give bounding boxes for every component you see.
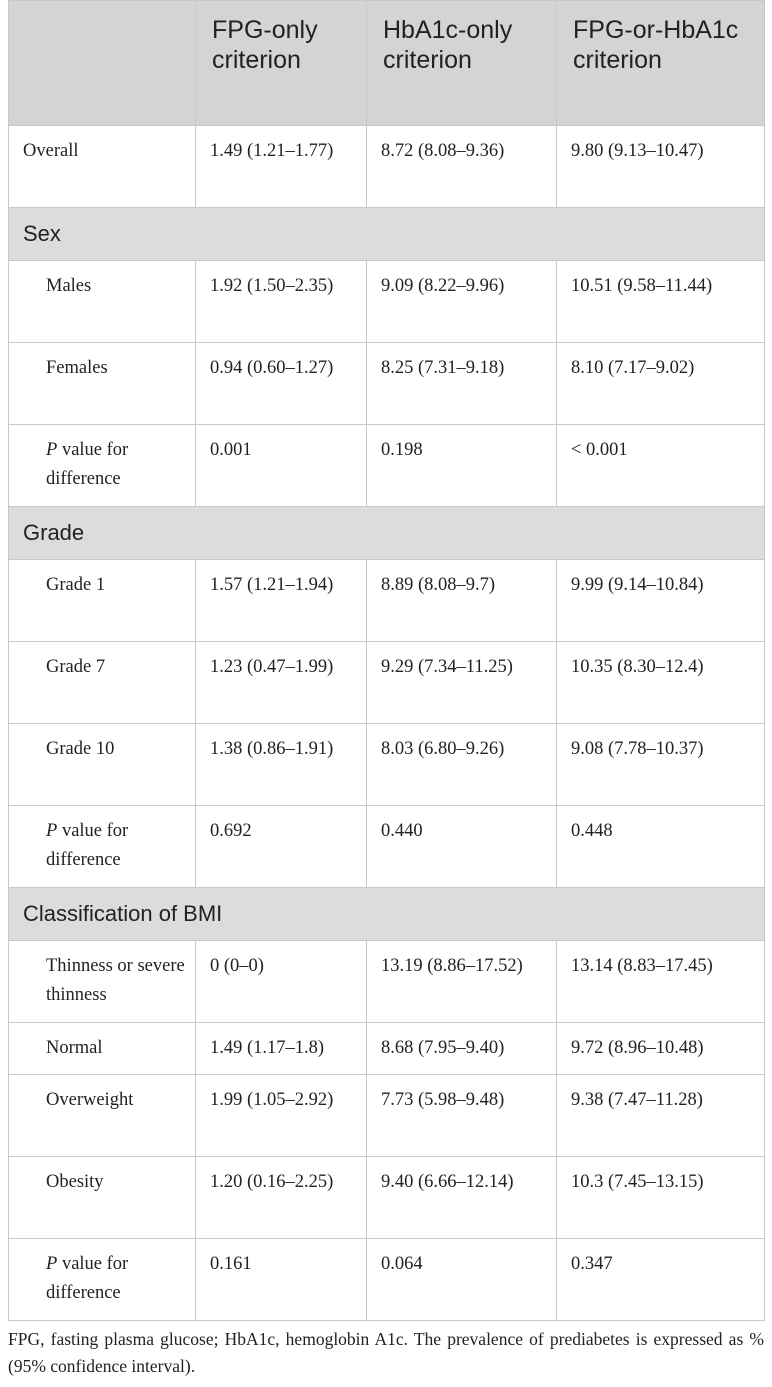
cell-fpg: 1.99 (1.05–2.92): [196, 1075, 367, 1157]
cell-fpg: 1.57 (1.21–1.94): [196, 560, 367, 642]
table-row: [9, 1157, 765, 1239]
section-header-row: [9, 208, 765, 261]
cell-hba1c: 9.09 (8.22–9.96): [367, 261, 557, 343]
p-symbol: P: [46, 821, 58, 841]
row-label: Overweight: [9, 1075, 196, 1157]
cell-fpg: 1.92 (1.50–2.35): [196, 261, 367, 343]
cell-hba1c: 8.03 (6.80–9.26): [367, 724, 557, 806]
cell-hba1c: 8.72 (8.08–9.36): [367, 126, 557, 208]
row-label-p-value: [9, 806, 196, 888]
table-row: [9, 126, 765, 208]
header-fpg-only: FPG-only criterion: [196, 1, 367, 126]
row-label: Overall: [9, 126, 196, 208]
cell-either: 9.72 (8.96–10.48): [557, 1023, 765, 1075]
p-label-text: value for difference: [46, 1254, 129, 1303]
cell-either: 8.10 (7.17–9.02): [557, 343, 765, 425]
row-label: Obesity: [9, 1157, 196, 1239]
row-label: Grade 1: [9, 560, 196, 642]
table-row: [9, 261, 765, 343]
section-header-row: [9, 888, 765, 941]
cell-fpg: 0.001: [196, 425, 367, 507]
cell-hba1c: 0.440: [367, 806, 557, 888]
p-symbol: P: [46, 440, 58, 460]
cell-fpg: 1.49 (1.17–1.8): [196, 1023, 367, 1075]
cell-either: 10.3 (7.45–13.15): [557, 1157, 765, 1239]
table-row: [9, 724, 765, 806]
table-row: [9, 941, 765, 1023]
p-symbol: P: [46, 1254, 58, 1274]
row-label-p-value: [9, 1239, 196, 1321]
cell-either: 10.35 (8.30–12.4): [557, 642, 765, 724]
cell-either: 9.38 (7.47–11.28): [557, 1075, 765, 1157]
table-row: [9, 343, 765, 425]
row-label: Females: [9, 343, 196, 425]
cell-hba1c: 8.25 (7.31–9.18): [367, 343, 557, 425]
cell-hba1c: 0.064: [367, 1239, 557, 1321]
cell-hba1c: 9.40 (6.66–12.14): [367, 1157, 557, 1239]
cell-either: < 0.001: [557, 425, 765, 507]
row-label-p-value: [9, 425, 196, 507]
section-title: Classification of BMI: [9, 888, 765, 941]
header-hba1c-only: HbA1c-only criterion: [367, 1, 557, 126]
p-label-text: value for difference: [46, 821, 129, 870]
prediabetes-prevalence-table-wrapper: [8, 0, 764, 1321]
cell-either: 0.347: [557, 1239, 765, 1321]
table-row: [9, 1023, 765, 1075]
cell-either: 13.14 (8.83–17.45): [557, 941, 765, 1023]
cell-either: 0.448: [557, 806, 765, 888]
cell-fpg: 1.38 (0.86–1.91): [196, 724, 367, 806]
table-row: [9, 806, 765, 888]
section-title: Sex: [9, 208, 765, 261]
table-row: [9, 560, 765, 642]
p-label-text: value for difference: [46, 440, 129, 489]
table-row: [9, 1075, 765, 1157]
section-header-row: [9, 507, 765, 560]
prediabetes-prevalence-table: [8, 0, 765, 1321]
cell-fpg: 0.692: [196, 806, 367, 888]
cell-either: 10.51 (9.58–11.44): [557, 261, 765, 343]
cell-fpg: 1.49 (1.21–1.77): [196, 126, 367, 208]
cell-hba1c: 0.198: [367, 425, 557, 507]
table-row: [9, 642, 765, 724]
table-header-row: [9, 1, 765, 126]
row-label: Normal: [9, 1023, 196, 1075]
table-footnote: FPG, fasting plasma glucose; HbA1c, hemoglobin A1c. The prevalence of prediabetes is expressed as % (95% confidence interval).: [8, 1329, 764, 1376]
cell-either: 9.99 (9.14–10.84): [557, 560, 765, 642]
cell-either: 9.08 (7.78–10.37): [557, 724, 765, 806]
cell-hba1c: 7.73 (5.98–9.48): [367, 1075, 557, 1157]
cell-hba1c: 8.68 (7.95–9.40): [367, 1023, 557, 1075]
row-label: Thinness or severe thinness: [9, 941, 196, 1023]
table-row: [9, 425, 765, 507]
cell-fpg: 1.20 (0.16–2.25): [196, 1157, 367, 1239]
cell-hba1c: 13.19 (8.86–17.52): [367, 941, 557, 1023]
header-empty-cell: [9, 1, 196, 126]
cell-hba1c: 8.89 (8.08–9.7): [367, 560, 557, 642]
cell-fpg: 0.94 (0.60–1.27): [196, 343, 367, 425]
cell-fpg: 1.23 (0.47–1.99): [196, 642, 367, 724]
cell-either: 9.80 (9.13–10.47): [557, 126, 765, 208]
cell-fpg: 0.161: [196, 1239, 367, 1321]
row-label: Grade 7: [9, 642, 196, 724]
row-label: Grade 10: [9, 724, 196, 806]
row-label: Males: [9, 261, 196, 343]
header-fpg-or-hba1c: FPG-or-HbA1c criterion: [557, 1, 765, 126]
cell-hba1c: 9.29 (7.34–11.25): [367, 642, 557, 724]
cell-fpg: 0 (0–0): [196, 941, 367, 1023]
table-row: [9, 1239, 765, 1321]
section-title: Grade: [9, 507, 765, 560]
